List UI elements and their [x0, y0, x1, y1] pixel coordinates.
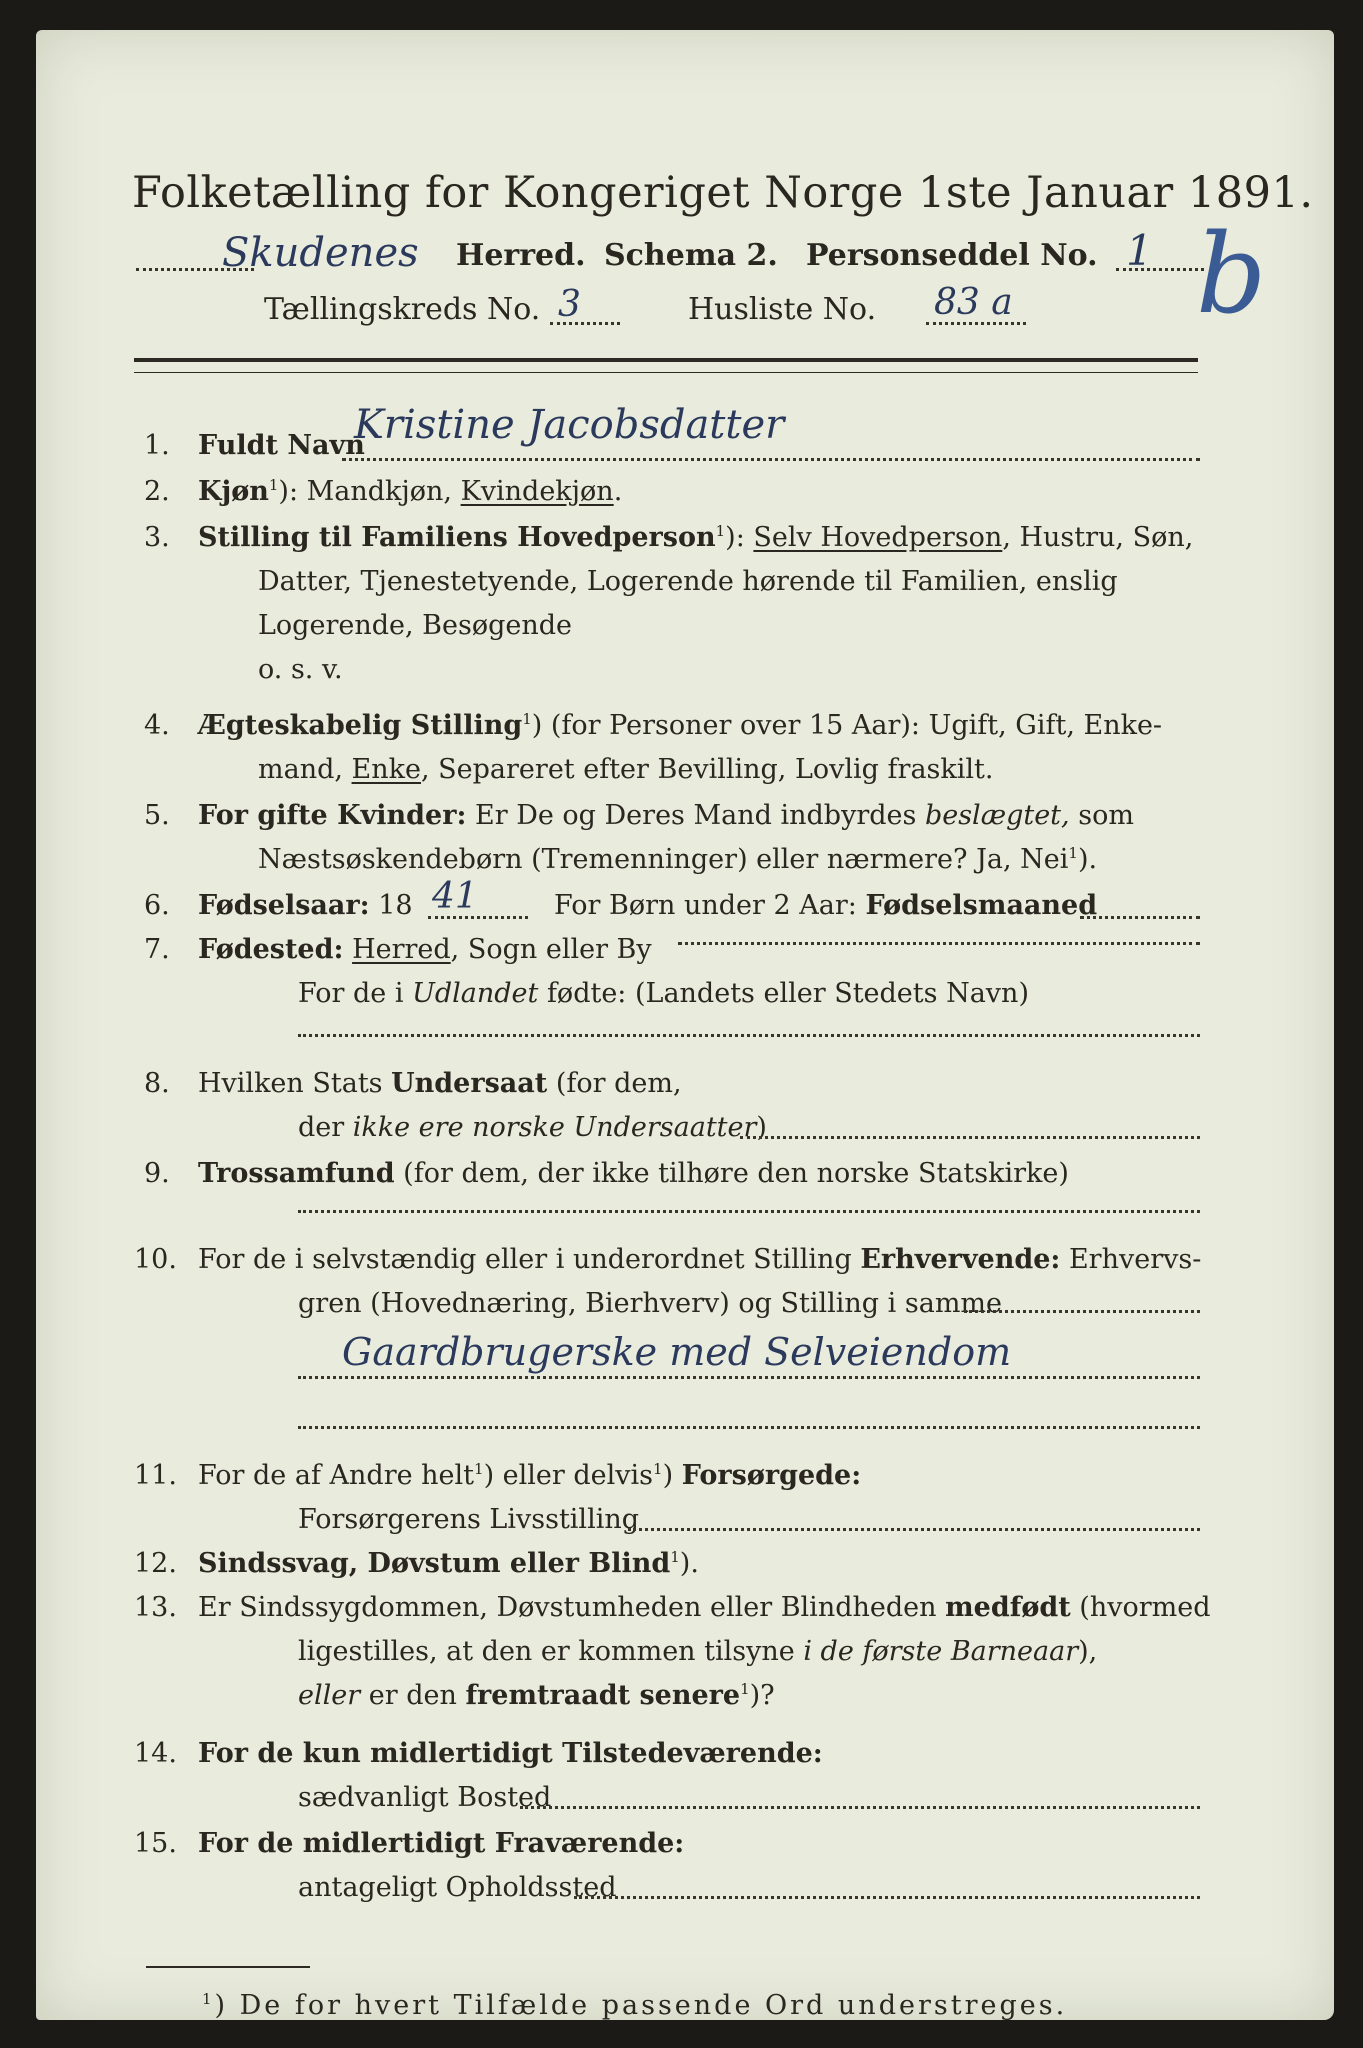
q7-answer-dots [298, 1034, 1200, 1037]
q2-sup: 1 [268, 476, 279, 494]
item-number-5: 5. [144, 800, 170, 831]
header-rule-thick [134, 358, 1198, 362]
item-number-9: 9. [144, 1158, 170, 1189]
footnote [202, 1990, 1067, 2021]
q8-a: Hvilken Stats [198, 1068, 392, 1099]
husliste-dots [926, 322, 1026, 325]
q7-label: Fødested: [198, 934, 344, 965]
q11-sup2: 1 [653, 1460, 663, 1478]
q1-value: Kristine Jacobsdatter [354, 402, 785, 448]
q5-a: Er De og Deres Mand indbyrdes [466, 800, 925, 831]
q3-line4: o. s. v. [258, 654, 343, 685]
q6-b: For Børn under 2 Aar: [554, 890, 866, 921]
q9-answer-dots [298, 1210, 1200, 1213]
q14-label: For de kun midlertidigt Tilstedeværende: [198, 1738, 823, 1769]
kreds-label: Tællingskreds No. [264, 292, 541, 327]
q4-a: ) (for Personer over 15 Aar): Ugift, Gift, Enke- [531, 710, 1163, 741]
q4-line1 [198, 710, 1162, 741]
q13-line3-a: eller [298, 1680, 361, 1711]
q10-a: For de i selvstændig eller i underordnet Stilling [198, 1244, 861, 1275]
kreds-dots [550, 322, 620, 325]
q3-selected: Selv Hovedperson [753, 522, 1003, 553]
item-number-13: 13. [134, 1592, 177, 1623]
husliste-value: 83 a [934, 282, 1013, 323]
q4-line2 [258, 754, 993, 785]
husliste-label: Husliste No. [688, 292, 877, 327]
q7-dots [678, 942, 1200, 945]
herred-label: Herred. [456, 238, 586, 273]
q2-label: Kjøn [198, 476, 269, 507]
herred-value: Skudenes [222, 230, 419, 276]
census-form-page [36, 30, 1334, 2020]
item-number-1: 1. [144, 430, 170, 461]
q15-line2: antageligt Opholdssted [298, 1872, 617, 1903]
q5-sup: 1 [1068, 844, 1078, 862]
q13-line3 [298, 1680, 775, 1711]
q4-b: mand, [258, 754, 352, 785]
q4-d: , Separeret efter Bevilling, Lovlig fraskilt. [421, 754, 994, 785]
q13-line1 [198, 1592, 1211, 1623]
q9-line [198, 1158, 1069, 1189]
q7-selected: Herred [352, 934, 451, 965]
q2-period: . [613, 476, 623, 507]
q6-label: Fødselsaar: [198, 890, 370, 921]
q5-end: ). [1077, 844, 1098, 875]
item-number-3: 3. [144, 522, 170, 553]
q3-line2: Datter, Tjenestetyende, Logerende hørende til Familien, enslig [258, 566, 1118, 597]
header-rule-thin [134, 372, 1198, 373]
q6-value: 41 [432, 876, 478, 917]
item-number-14: 14. [134, 1738, 177, 1769]
q11-d: Forsørgede: [681, 1460, 862, 1491]
q7-line2-b: Udlandet [412, 978, 539, 1009]
q6-year-dots [428, 916, 528, 919]
q9-label: Trossamfund [198, 1158, 395, 1189]
item-number-7: 7. [144, 934, 170, 965]
q10-line2: gren (Hovednæring, Bierhverv) og Stilling i samme [298, 1288, 1003, 1319]
q9-a: (for dem, der ikke tilhøre den norske Statskirke) [394, 1158, 1069, 1189]
q3-line3: Logerende, Besøgende [258, 610, 572, 641]
q15-label: For de midlertidigt Fraværende: [198, 1828, 685, 1859]
q11-b: ) eller delvis [483, 1460, 654, 1491]
item-number-12: 12. [134, 1548, 177, 1579]
q2-selected: Kvindekjøn [460, 476, 614, 507]
q6-c: Fødselsmaaned [865, 890, 1098, 921]
q14-line2: sædvanligt Bosted [298, 1782, 552, 1813]
q13-sup: 1 [740, 1680, 750, 1698]
q10-line2-dots [964, 1310, 1200, 1313]
q12-label: Sindssvag, Døvstum eller Blind [198, 1548, 671, 1579]
q13-line2 [298, 1636, 1097, 1667]
q13-c: (hvormed [1070, 1592, 1211, 1623]
q8-c: (for dem, [547, 1068, 682, 1099]
schema-label: Schema 2. [604, 238, 778, 273]
q10-c: Erhvervs- [1060, 1244, 1202, 1275]
q5-label: For gifte Kvinder: [198, 800, 467, 831]
q10-b: Erhvervende: [860, 1244, 1061, 1275]
q8-line2 [298, 1112, 767, 1143]
q8-line1 [198, 1068, 682, 1099]
q5-line1 [198, 800, 1134, 831]
q5-b: beslægtet, [924, 800, 1070, 831]
q11-c: ) [662, 1460, 682, 1491]
q7-line1 [198, 934, 652, 965]
personseddel-label: Personseddel No. [806, 238, 1098, 273]
q6-pre: 18 [369, 890, 413, 921]
q11-a: For de af Andre helt [198, 1460, 475, 1491]
q15-dots [574, 1896, 1200, 1899]
item-number-8: 8. [144, 1068, 170, 1099]
q4-label: Ægteskabelig Stilling [198, 710, 523, 741]
q1-label: Fuldt Navn [198, 430, 365, 461]
q8-dots [740, 1136, 1200, 1139]
form-title: Folketælling for Kongeriget Norge 1ste Januar 1891. [132, 168, 1314, 218]
q10-extra-dots [298, 1426, 1200, 1429]
q10-line1 [198, 1244, 1201, 1275]
q7-c: , Sogn eller By [450, 934, 652, 965]
item-number-4: 4. [144, 710, 170, 741]
footnote-text: ) De for hvert Tilfælde passende Ord understreges. [214, 1990, 1068, 2021]
q2-text [198, 476, 622, 507]
q11-line1 [198, 1460, 861, 1491]
q3-line1 [198, 522, 1193, 553]
q3-label: Stilling til Familiens Hovedperson [198, 522, 716, 553]
item-number-10: 10. [134, 1244, 177, 1275]
q7-line2 [298, 978, 1029, 1009]
q13-line2-a: ligestilles, at den er kommen tilsyne [298, 1636, 804, 1667]
personseddel-value: 1 [1126, 226, 1153, 275]
kreds-value: 3 [558, 284, 581, 325]
q4-sup: 1 [522, 710, 532, 728]
q14-dots [520, 1806, 1200, 1809]
q13-a: Er Sindssygdommen, Døvstumheden eller Blindheden [198, 1592, 946, 1623]
q7-a [343, 934, 352, 965]
q8-line2-c: ) [756, 1112, 767, 1143]
margin-mark: b [1196, 210, 1267, 338]
q11-sup1: 1 [474, 1460, 484, 1478]
q3-a: ): [725, 522, 754, 553]
item-number-15: 15. [134, 1828, 177, 1859]
q7-line2-a: For de i [298, 978, 413, 1009]
q4-selected: Enke [351, 754, 421, 785]
q1-dots [342, 458, 1200, 461]
q8-line2-a: der [298, 1112, 353, 1143]
item-number-2: 2. [144, 476, 170, 507]
q12-end: ). [679, 1548, 699, 1579]
q10-value-dots [298, 1376, 1200, 1379]
q3-sup: 1 [715, 522, 726, 540]
footnote-mark: 1 [202, 1990, 215, 2008]
footnote-rule [146, 1966, 310, 1968]
q13-end: )? [749, 1680, 775, 1711]
q13-b: medfødt [945, 1592, 1071, 1623]
q3-c: , Hustru, Søn, [1002, 522, 1194, 553]
q2-a: ): Mandkjøn, [278, 476, 461, 507]
q6-line-b [554, 890, 1097, 921]
q13-line3-c: fremtraadt senere [465, 1680, 741, 1711]
q5-c: som [1069, 800, 1134, 831]
item-number-11: 11. [134, 1460, 177, 1491]
q12-line [198, 1548, 699, 1579]
item-number-6: 6. [144, 890, 170, 921]
q11-dots [628, 1528, 1200, 1531]
q6-line [198, 890, 413, 921]
q5-line2 [258, 844, 1097, 875]
q13-line3-b: er den [360, 1680, 466, 1711]
q8-line2-b: ikke ere norske Undersaatter [352, 1112, 757, 1143]
q8-b: Undersaat [391, 1068, 548, 1099]
q11-line2: Forsørgerens Livsstilling [298, 1504, 640, 1535]
q13-line2-b: i de første Barneaar [803, 1636, 1079, 1667]
q12-sup: 1 [670, 1548, 680, 1566]
q6-month-dots [1080, 916, 1200, 919]
q5-line2-text: Næstsøskendebørn (Tremenninger) eller nærmere? Ja, Nei [258, 844, 1069, 875]
q13-line2-c: ), [1078, 1636, 1098, 1667]
q7-line2-c: fødte: (Landets eller Stedets Navn) [538, 978, 1029, 1009]
q10-value: Gaardbrugerske med Selveiendom [342, 1330, 1012, 1374]
personseddel-dots [1116, 268, 1204, 271]
